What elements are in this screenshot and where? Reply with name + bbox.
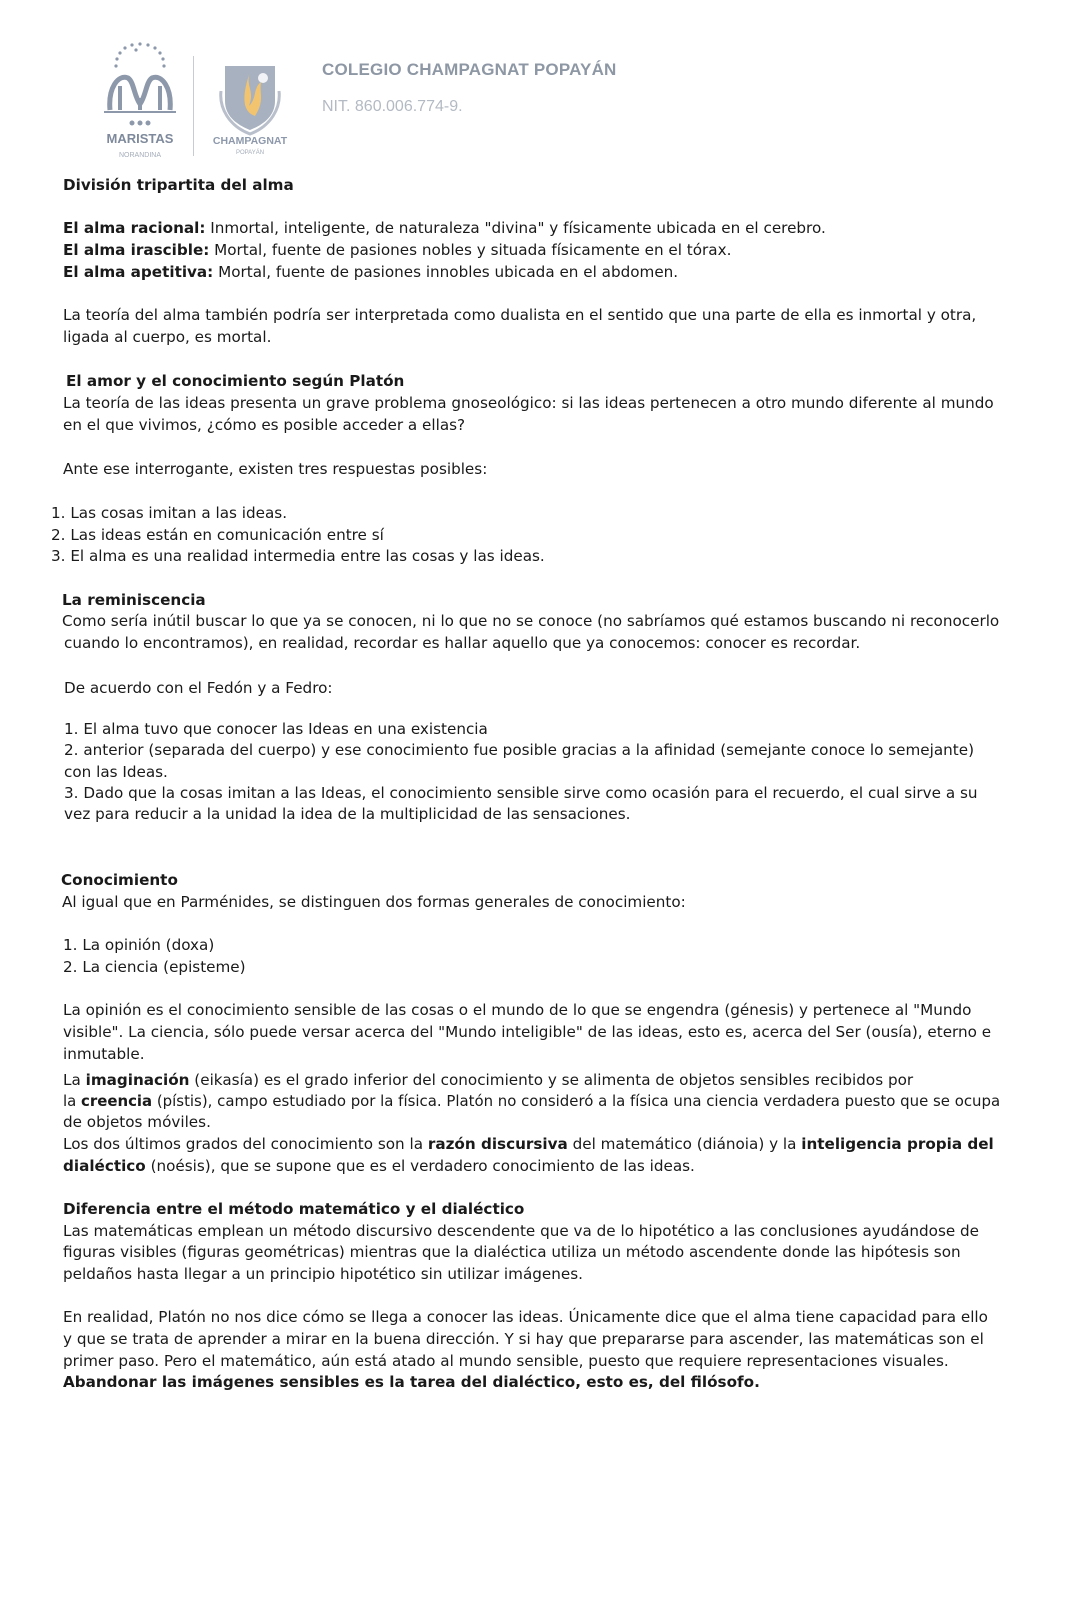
logo-divider: [193, 56, 194, 156]
text-span: (eikasía) es el grado inferior del conocimiento y se alimenta de objetos sensibles recibidos por: [189, 1071, 914, 1089]
reminiscencia-line-1: Como sería inútil buscar lo que ya se conocen, ni lo que no se conoce (no sabríamos qué estamos buscando ni reconocerlo: [62, 612, 1000, 630]
maristas-logo: [90, 38, 190, 163]
svg-text:MARISTAS: MARISTAS: [106, 131, 174, 146]
alma-racional-text: Inmortal, inteligente, de naturaleza "divina" y físicamente ubicada en el cerebro.: [205, 219, 826, 237]
final-line-2: y que se trata de aprender a mirar en la buena dirección. Y si hay que prepararse para ascender, las matemáticas son el: [63, 1330, 984, 1348]
amor-line-2: en el que vivimos, ¿cómo es posible acceder a ellas?: [63, 416, 466, 434]
text-span: la: [63, 1092, 82, 1110]
list-item: 2. Las ideas están en comunicación entre sí: [51, 526, 384, 544]
diferencia-line-2: figuras visibles (figuras geométricas) mientras que la dialéctica utiliza un método ascendente donde las hipótesis son: [63, 1243, 961, 1261]
text-span: (pístis), campo estudiado por la física. Platón no consideró a la física una ciencia verdadera puesto que se ocupa: [152, 1092, 1001, 1110]
imaginacion-term: imaginación: [85, 1071, 190, 1089]
champagnat-logo: [205, 46, 295, 158]
alma-racional-line: [63, 217, 826, 239]
diferencia-line-1: Las matemáticas emplean un método discursivo descendente que va de lo hipotético a las conclusiones ayudándose de: [63, 1222, 980, 1240]
section-title-reminiscencia: La reminiscencia: [62, 591, 206, 609]
opinion-line-1: La opinión es el conocimiento sensible de las cosas o el mundo de lo que se engendra (génesis) y pertenece al "Mundo: [63, 1001, 972, 1019]
text-span: Los dos últimos grados del conocimiento son la: [63, 1135, 428, 1153]
amor-intro: Ante ese interrogante, existen tres respuestas posibles:: [63, 460, 488, 478]
razon-discursiva-term: razón discursiva: [427, 1135, 568, 1153]
grados-line-2: [63, 1155, 695, 1177]
list-item: 2. anterior (separada del cuerpo) y ese conocimiento fue posible gracias a la afinidad (semejante conoce lo semejante): [64, 741, 975, 759]
opinion-line-2: visible". La ciencia, sólo puede versar acerca del "Mundo inteligible" de las ideas, esto es, acerca del Ser (ousía), eterno e: [63, 1023, 992, 1041]
list-item: 1. La opinión (doxa): [63, 936, 215, 954]
list-item: 1. El alma tuvo que conocer las Ideas en una existencia: [64, 720, 488, 738]
svg-text:NORANDINA: NORANDINA: [118, 152, 162, 159]
final-line-3: primer paso. Pero el matemático, aún está atado al mundo sensible, puesto que requiere representaciones visuales.: [63, 1352, 949, 1370]
alma-apetitiva-text: Mortal, fuente de pasiones innobles ubicada en el abdomen.: [213, 263, 679, 281]
svg-text:POPAYÁN: POPAYÁN: [235, 150, 265, 156]
grados-line-1: [63, 1133, 994, 1155]
imaginacion-line-1: [63, 1069, 913, 1091]
final-line-1: En realidad, Platón no nos dice cómo se llega a conocer las ideas. Únicamente dice que el alma tiene capacidad para ello: [63, 1308, 988, 1326]
alma-irascible-label: El alma irascible:: [63, 241, 210, 259]
conocimiento-intro: Al igual que en Parménides, se distinguen dos formas generales de conocimiento:: [62, 893, 686, 911]
list-item: 3. Dado que la cosas imitan a las Ideas, el conocimiento sensible sirve como ocasión para el recuerdo, el cual sirve a su: [64, 784, 978, 802]
imaginacion-line-3: de objetos móviles.: [63, 1113, 211, 1131]
creencia-term: creencia: [81, 1092, 153, 1110]
school-nit: NIT. 860.006.774-9.: [322, 98, 463, 115]
list-item: 1. Las cosas imitan a las ideas.: [51, 504, 288, 522]
final-line-4: Abandonar las imágenes sensibles es la tarea del dialéctico, esto es, del filósofo.: [63, 1373, 760, 1391]
alma-racional-label: El alma racional:: [63, 219, 206, 237]
alma-irascible-text: Mortal, fuente de pasiones nobles y situada físicamente en el tórax.: [209, 241, 732, 259]
dualism-line-1: La teoría del alma también podría ser interpretada como dualista en el sentido que una parte de ella es inmortal y otra,: [63, 306, 977, 324]
section-title-amor: El amor y el conocimiento según Platón: [66, 372, 405, 390]
text-span: La: [63, 1071, 86, 1089]
dualism-line-2: ligada al cuerpo, es mortal.: [63, 328, 272, 346]
opinion-line-3: inmutable.: [63, 1045, 145, 1063]
svg-text:CHAMPAGNAT: CHAMPAGNAT: [212, 135, 288, 147]
imaginacion-line-2: [63, 1090, 1000, 1112]
inteligencia-term: inteligencia propia del: [801, 1135, 994, 1153]
list-item-continued: con las Ideas.: [64, 763, 168, 781]
list-item-continued: vez para reducir a la unidad la idea de la multiplicidad de las sensaciones.: [64, 805, 631, 823]
diferencia-line-3: peldaños hasta llegar a un principio hipotético sin utilizar imágenes.: [63, 1265, 583, 1283]
list-item: 3. El alma es una realidad intermedia entre las cosas y las ideas.: [51, 547, 545, 565]
letterhead: [90, 38, 710, 166]
fedon-intro: De acuerdo con el Fedón y a Fedro:: [64, 679, 333, 697]
text-span: (noésis), que se supone que es el verdadero conocimiento de las ideas.: [145, 1157, 695, 1175]
amor-line-1: La teoría de las ideas presenta un grave problema gnoseológico: si las ideas pertenecen a otro mundo diferente al mundo: [63, 394, 994, 412]
reminiscencia-line-2: cuando lo encontramos), en realidad, recordar es hallar aquello que ya conocemos: conocer es recordar.: [64, 634, 861, 652]
alma-apetitiva-line: [63, 261, 678, 283]
alma-apetitiva-label: El alma apetitiva:: [63, 263, 214, 281]
section-title-diferencia: Diferencia entre el método matemático y el dialéctico: [63, 1200, 525, 1218]
list-item: 2. La ciencia (episteme): [63, 958, 246, 976]
text-span: del matemático (diánoia) y la: [567, 1135, 802, 1153]
section-title-division: División tripartita del alma: [63, 176, 294, 194]
alma-irascible-line: [63, 239, 731, 261]
section-title-conocimiento: Conocimiento: [61, 871, 178, 889]
school-name: COLEGIO CHAMPAGNAT POPAYÁN: [322, 60, 617, 79]
dialectico-term: dialéctico: [63, 1157, 146, 1175]
